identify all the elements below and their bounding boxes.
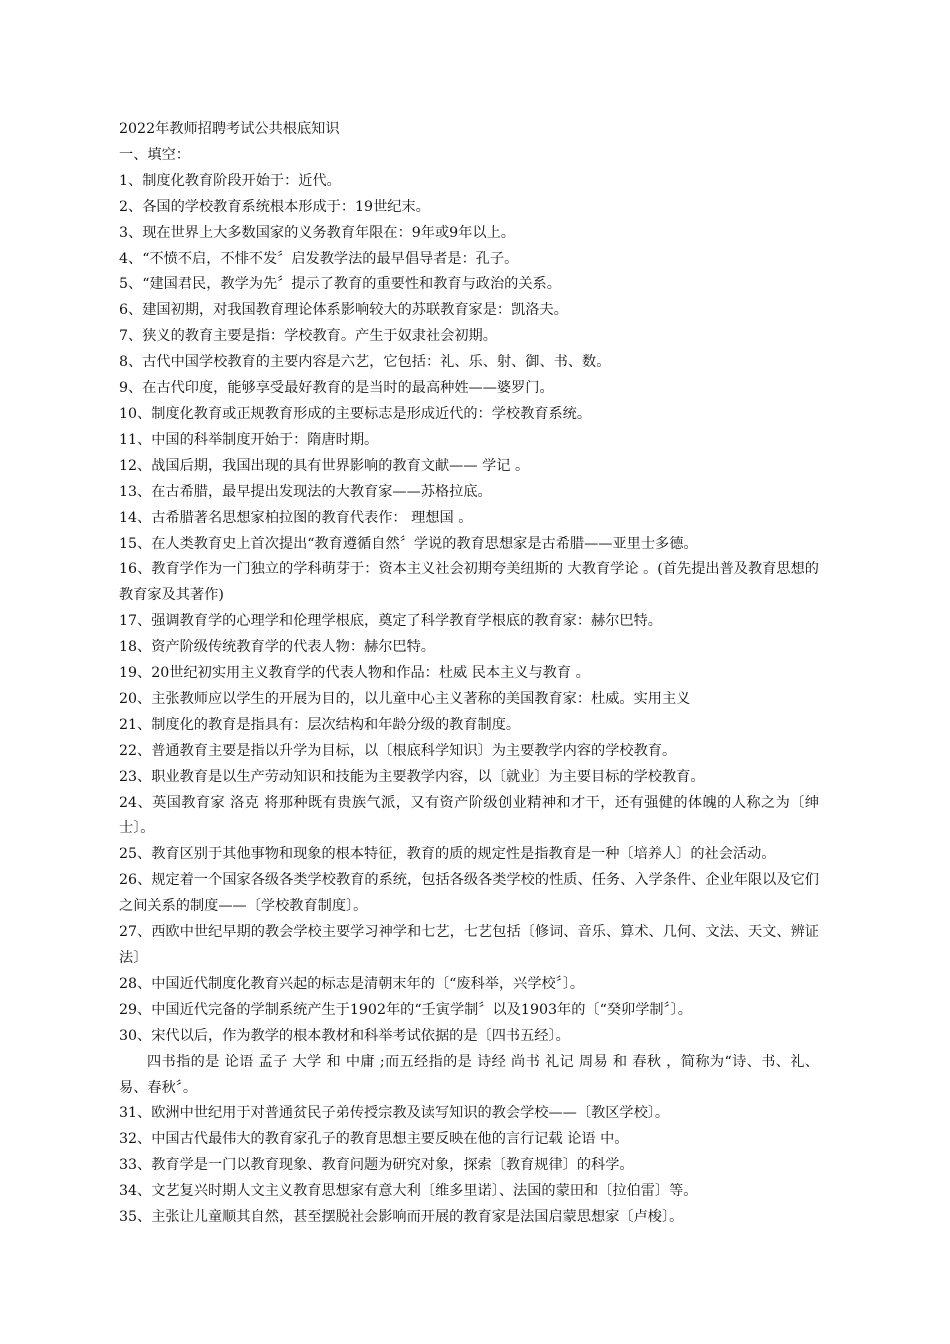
list-item: 15、在人类教育史上首次提出“教育遵循自然〞学说的教育思想家是古希腊——亚里士多德。 xyxy=(119,535,698,552)
list-item: 2、各国的学校教育系统根本形成于：19世纪末。 xyxy=(119,198,430,215)
list-item: 29、中国近代完备的学制系统产生于1902年的“壬寅学制〞以及1903年的〔“癸卯学制〞〕。 xyxy=(119,1001,692,1018)
document-title: 2022年教师招聘考试公共根底知识 xyxy=(119,121,340,137)
list-item: 16、教育学作为一门独立的学科萌芽于：资本主义社会初期夸美纽斯的 大教育学论 。(首先提出普及教育思想的教育家及其著作) xyxy=(119,561,819,604)
explanatory-paragraph: 四书指的是 论语 孟子 大学 和 中庸 ;而五经指的是 诗经 尚书 礼记 周易 和 春秋 ，简称为“诗、书、礼、易、春秋〞。 xyxy=(119,1053,819,1096)
list-item: 24、英国教育家 洛克 将那种既有贵族气派，又有资产阶级创业精神和才干，还有强健的体魄的人称之为〔绅士〕。 xyxy=(119,794,819,837)
list-item: 27、西欧中世纪早期的教会学校主要学习神学和七艺，七艺包括〔修词、音乐、算术、几何、文法、天文、辨证法〕 xyxy=(119,924,819,966)
list-item: 26、规定着一个国家各级各类学校教育的系统，包括各级各类学校的性质、任务、入学条件、企业年限以及它们之间关系的制度——〔学校教育制度〕。 xyxy=(119,872,819,915)
list-item: 17、强调教育学的心理学和伦理学根底，奠定了科学教育学根底的教育家：赫尔巴特。 xyxy=(119,613,662,630)
list-item: 6、建国初期，对我国教育理论体系影响较大的苏联教育家是：凯洛夫。 xyxy=(119,302,568,319)
list-item: 8、古代中国学校教育的主要内容是六艺，它包括：礼、乐、射、御、书、数。 xyxy=(119,354,611,371)
list-item: 13、在古希腊，最早提出发现法的大教育家——苏格拉底。 xyxy=(119,483,492,500)
list-item: 20、主张教师应以学生的开展为目的，以儿童中心主义著称的美国教育家：杜威。实用主义 xyxy=(119,690,691,707)
list-item: 34、文艺复兴时期人文主义教育思想家有意大利〔维多里诺〕、法国的蒙田和〔拉伯雷〕等。 xyxy=(119,1183,698,1200)
list-item: 35、主张让儿童顺其自然，甚至摆脱社会影响而开展的教育家是法国启蒙思想家〔卢梭〕。 xyxy=(119,1209,684,1226)
list-item: 18、资产阶级传统教育学的代表人物：赫尔巴特。 xyxy=(119,639,435,656)
list-item: 33、教育学是一门以教育现象、教育问题为研究对象，探索〔教育规律〕的科学。 xyxy=(119,1157,634,1174)
list-item: 22、普通教育主要是指以升学为目标，以〔根底科学知识〕为主要教学内容的学校教育。 xyxy=(119,742,677,759)
document-page xyxy=(119,117,819,1231)
list-item: 10、制度化教育或正规教育形成的主要标志是形成近代的：学校教育系统。 xyxy=(119,405,592,422)
list-item: 21、制度化的教育是指具有：层次结构和年龄分级的教育制度。 xyxy=(119,716,521,733)
list-item: 31、欧洲中世纪用于对普通贫民子弟传授宗教及读写知识的教会学校——〔教区学校〕。 xyxy=(119,1105,670,1122)
list-item: 7、狭义的教育主要是指：学校教育。产生于奴隶社会初期。 xyxy=(119,328,497,345)
list-item: 25、教育区别于其他事物和现象的根本特征，教育的质的规定性是指教育是一种〔培养人〕的社会活动。 xyxy=(119,846,776,863)
list-item: 4、“不愤不启，不悱不发〞启发教学法的最早倡导者是：孔子。 xyxy=(119,250,519,267)
list-item: 12、战国后期，我国出现的具有世界影响的教育文献—— 学记 。 xyxy=(119,457,530,474)
list-item: 3、现在世界上大多数国家的义务教育年限在：9年或9年以上。 xyxy=(119,224,515,241)
list-item: 19、20世纪初实用主义教育学的代表人物和作品：杜威 民本主义与教育 。 xyxy=(119,665,590,682)
list-item: 28、中国近代制度化教育兴起的标志是清朝末年的〔“废科举，兴学校〞〕。 xyxy=(119,975,585,992)
list-item: 14、古希腊著名思想家柏拉图的教育代表作： 理想国 。 xyxy=(119,509,473,526)
list-item: 32、中国古代最伟大的教育家孔子的教育思想主要反映在他的言行记载 论语 中。 xyxy=(119,1131,629,1148)
list-item: 11、中国的科举制度开始于：隋唐时期。 xyxy=(119,431,379,448)
list-item: 5、“建国君民，教学为先〞提示了教育的重要性和教育与政治的关系。 xyxy=(119,276,561,293)
list-item: 1、制度化教育阶段开始于：近代。 xyxy=(119,172,341,189)
list-item: 23、职业教育是以生产劳动知识和技能为主要教学内容，以〔就业〕为主要目标的学校教育。 xyxy=(119,768,705,785)
list-item: 30、宋代以后，作为教学的根本教材和科举考试依据的是〔四书五经〕。 xyxy=(119,1027,570,1044)
list-item: 9、在古代印度，能够享受最好教育的是当时的最高种姓——婆罗门。 xyxy=(119,380,554,397)
section-heading: 一、填空： xyxy=(119,146,190,163)
